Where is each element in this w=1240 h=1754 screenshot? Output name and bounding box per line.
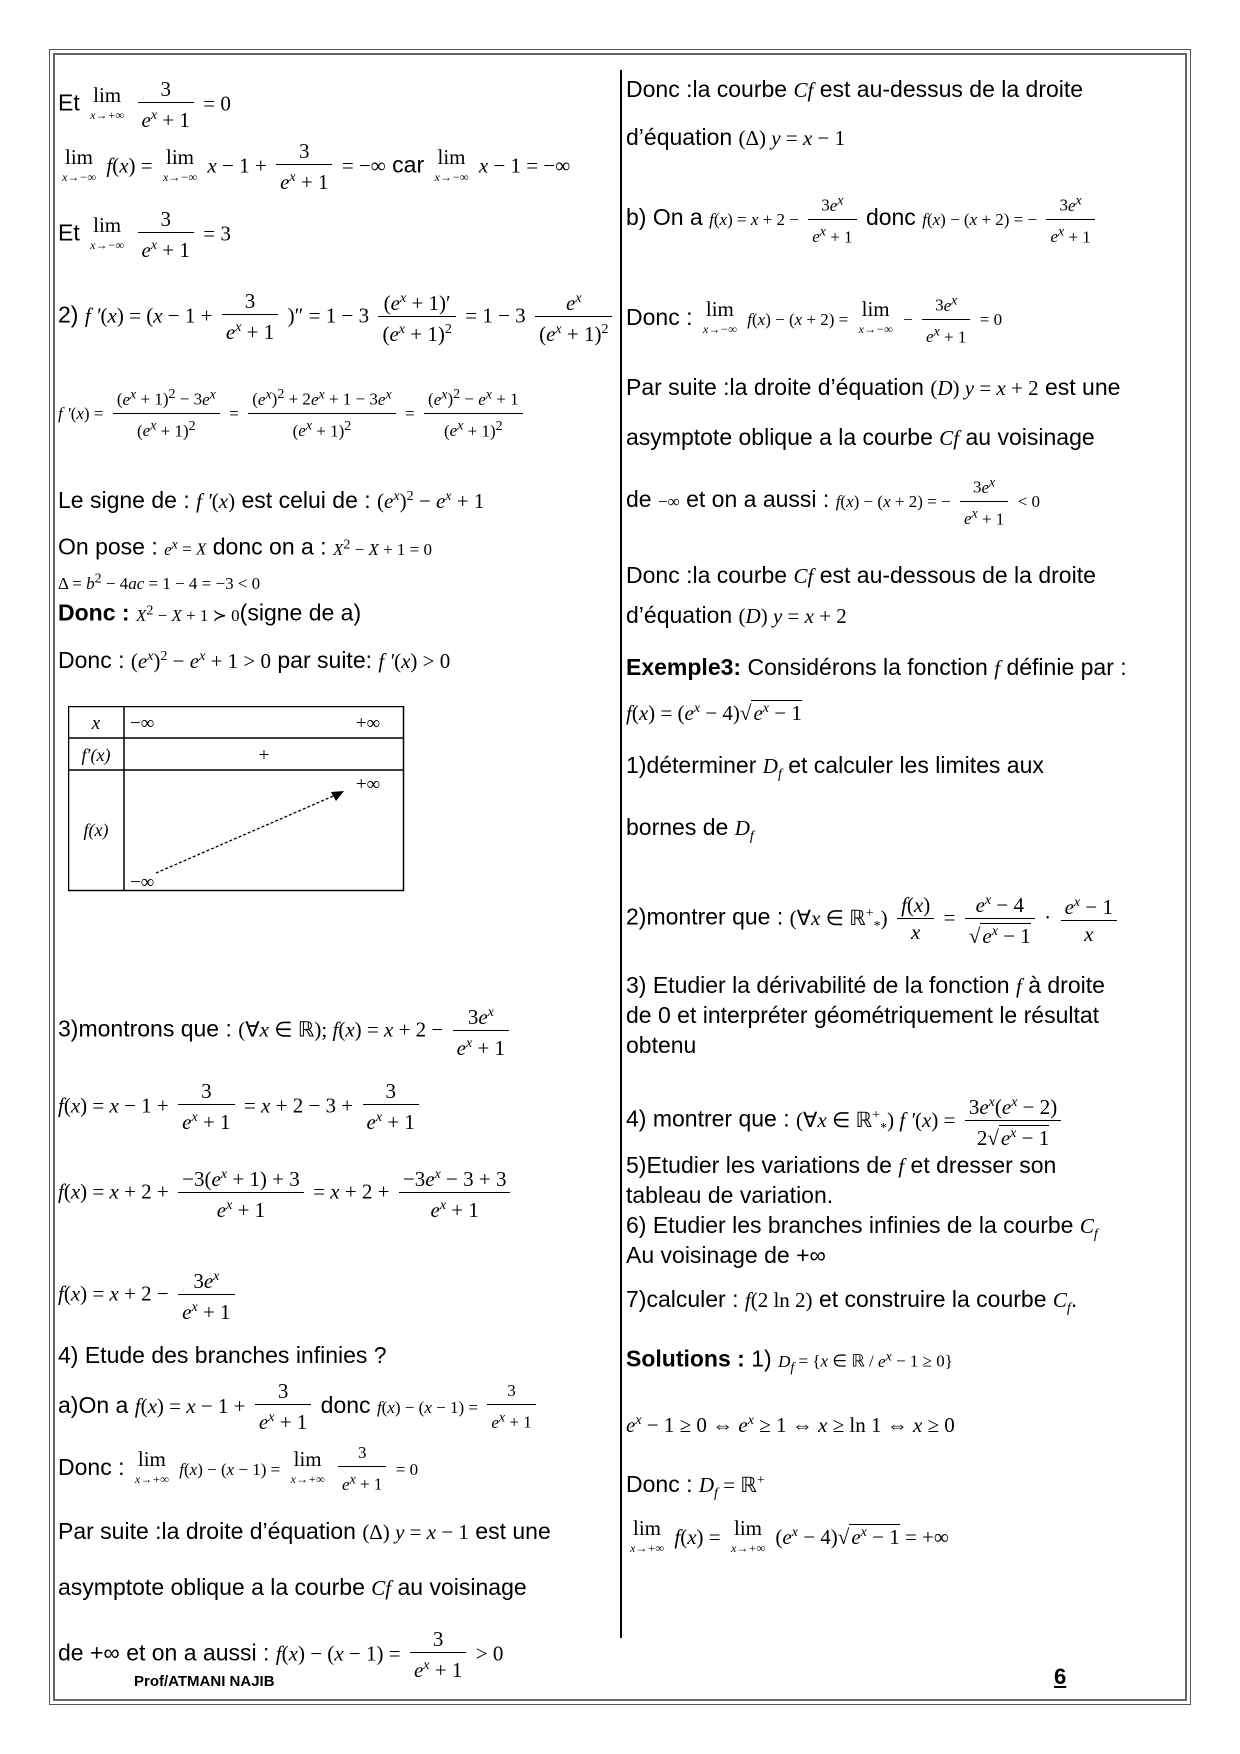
left-line-7: On pose : $e^x = X$ donc on a : $X^2 - X + 1 = 0$	[58, 533, 433, 560]
table-increasing-arrow	[156, 794, 338, 873]
left-line-14: f(x) = x + 2 − $\frac{3e^x}{e^x + 1}$	[58, 1264, 238, 1325]
table-f-top: +∞	[355, 774, 381, 795]
right-line-17b: tableau de variation.	[626, 1182, 834, 1208]
left-line-2: lim x→−∞ f(x) = lim x→−∞ x − 1 + $\frac{3}{e^x + 1}$ = −∞ car lim x→−∞ x − 1 = −∞	[62, 139, 571, 194]
left-line-8-delta: $\Delta = b^2 - 4ac = 1 - 4 = -3 < 0$	[58, 571, 261, 593]
right-line-10-example: Exemple3: Considérons la fonction f définie par :	[626, 654, 1127, 680]
left-line-12: f(x) = x − 1 + $\frac{3}{e^x + 1}$ = x + 2 − 3 + $\frac{3}{e^x + 1}$	[58, 1078, 422, 1135]
table-x-label: x	[91, 713, 101, 734]
right-line-9: d’équation (D) y = x + 2	[626, 602, 847, 628]
left-line-10: Donc : $(e^x)^2 - e^x + 1 > 0$ par suite: f ′(x) > 0	[58, 647, 451, 673]
left-line-15: 4) Etude des branches infinies ?	[58, 1342, 387, 1368]
right-line-15c: obtenu	[626, 1032, 697, 1058]
right-line-18a: 6) Etudier les branches infinies de la courbe $C_f$	[626, 1212, 1098, 1243]
footer-author: Prof/ATMANI NAJIB	[134, 1673, 275, 1690]
right-line-11-function: $f(x) = (e^x - 4)√e^x - 1$	[626, 701, 802, 725]
right-line-14: 2)montrer que : (∀x ∈ ℝ+$_*$) $\frac{f(x)}{x}$ = $\frac{e^x - 4}{√e^x - 1}$ · $\frac{e^x - 1}{x}$	[626, 888, 1120, 949]
right-line-4: Donc : lim x→−∞ f(x) − (x + 2) = lim x→−∞ − $\frac{3e^x}{e^x + 1}$ = 0	[626, 288, 1002, 350]
right-line-6: asymptote oblique a la courbe Cf au voisinage	[626, 424, 1095, 450]
right-line-18b: Au voisinage de +∞	[626, 1242, 826, 1268]
left-line-9: Donc : $X^2 - X + 1$ ≻ 0(signe de a)	[58, 599, 362, 626]
right-line-15b: de 0 et interpréter géométriquement le résultat	[626, 1002, 1100, 1028]
table-x-right: +∞	[355, 713, 381, 734]
right-line-15a: 3) Etudier la dérivabilité de la fonction f à droite	[626, 972, 1105, 998]
right-line-23: lim x→+∞ f(x) = lim x→+∞ $(e^x - 4)√e^x - 1$ = +∞	[630, 1516, 949, 1555]
table-f-bottom: −∞	[130, 872, 155, 892]
left-line-16: a)On a f(x) = x − 1 + $\frac{3}{e^x + 1}$ donc f(x) − (x − 1) = $\frac{3}{e^x + 1}$	[58, 1378, 539, 1436]
left-line-6-sign: Le signe de : f ′(x) est celui de : $(e^x)^2 - e^x + 1$	[58, 487, 485, 513]
table-fprime-label: f′(x)	[81, 745, 111, 765]
table-f-label: f(x)	[83, 820, 109, 840]
right-line-16: 4) montrer que : (∀x ∈ ℝ+$_*$) f ′(x) = $\frac{3e^x(e^x - 2)}{2√e^x - 1}$	[626, 1090, 1064, 1151]
left-line-1: Et lim x→+∞ $\frac{3}{e^x + 1}$ = 0	[58, 77, 231, 132]
right-line-3: b) On a f(x) = x + 2 − $\frac{3e^x}{e^x + 1}$ donc f(x) − (x + 2) = − $\frac{3e^x}{e^x + 1}$	[626, 188, 1098, 250]
variation-table-border	[69, 707, 404, 891]
page-number: 6	[1054, 1664, 1067, 1689]
right-line-22: Donc : $D_f$ = ℝ+	[626, 1471, 765, 1502]
left-line-13: f(x) = x + 2 + $\frac{-3(e^x + 1) + 3}{e^x + 1}$ = x + 2 + $\frac{-3e^x - 3 + 3}{e^x + 1}$	[58, 1162, 513, 1223]
right-line-21: $e^x - 1 \ge 0$ ⇔ $e^x \ge 1$ ⇔ x ≥ ln 1 ⇔ x ≥ 0	[626, 1413, 955, 1437]
left-line-11: 3)montrons que : (∀x ∈ ℝ); f(x) = x + 2 − $\frac{3e^x}{e^x + 1}$	[58, 1000, 512, 1061]
right-line-1: Donc :la courbe Cf est au-dessus de la droite	[626, 76, 1084, 102]
left-line-5-derivative: f ′(x) = $\frac{(e^x + 1)^2 - 3e^x}{(e^x + 1)^2}$ = $\frac{(e^x)^2 + 2e^x + 1 - 3e^x}{(e^x + 1)^2}$ = $\frac{(e^x)^2 - e^x + 1}{(e^x + 1)^2}$	[58, 382, 526, 444]
variation-table	[68, 706, 408, 892]
left-line-19: asymptote oblique a la courbe Cf au voisinage	[58, 1574, 527, 1600]
left-line-20: de +∞ et on a aussi : f(x) − (x − 1) = $\frac{3}{e^x + 1}$ > 0	[58, 1627, 504, 1682]
left-line-18: Par suite :la droite d’équation (Δ) y = x − 1 est une	[58, 1518, 551, 1544]
left-line-17: Donc : lim x→+∞ f(x) − (x − 1) = lim x→+∞ $\frac{3}{e^x + 1}$ = 0	[58, 1440, 418, 1498]
right-line-20-solutions: Solutions : 1) $D_f = \{x$ ∈ ℝ / $e^x - 1 \ge 0$}	[626, 1345, 953, 1376]
left-line-4-derivative: 2) f ′(x) = (x − 1 + $\frac{3}{e^x + 1}$ )″ = 1 − 3 $\frac{(e^x + 1)'}{(e^x + 1)^2}$ = 1 − 3 $\frac{e^x}{(e^x + 1)^2}$	[58, 286, 615, 347]
table-x-left: −∞	[130, 713, 155, 734]
right-line-8: Donc :la courbe Cf est au-dessous de la droite	[626, 562, 1096, 588]
right-line-5: Par suite :la droite d’équation (D) y = x + 2 est une	[626, 374, 1121, 400]
left-line-3: Et lim x→−∞ $\frac{3}{e^x + 1}$ = 3	[58, 207, 231, 262]
right-line-7: de −∞ et on a aussi : f(x) − (x + 2) = − $\frac{3e^x}{e^x + 1}$ < 0	[626, 470, 1040, 532]
right-line-13: bornes de $D_f$	[626, 814, 754, 845]
table-fprime-sign: +	[258, 745, 270, 766]
right-line-2: d’équation (Δ) y = x − 1	[626, 124, 846, 150]
column-divider	[620, 70, 622, 1638]
right-line-19: 7)calculer : f(2 ln 2) et construire la courbe $C_f$.	[626, 1286, 1078, 1317]
right-line-12: 1)déterminer $D_f$ et calculer les limites aux	[626, 752, 1044, 783]
right-line-17a: 5)Etudier les variations de f et dresser son	[626, 1152, 1057, 1178]
